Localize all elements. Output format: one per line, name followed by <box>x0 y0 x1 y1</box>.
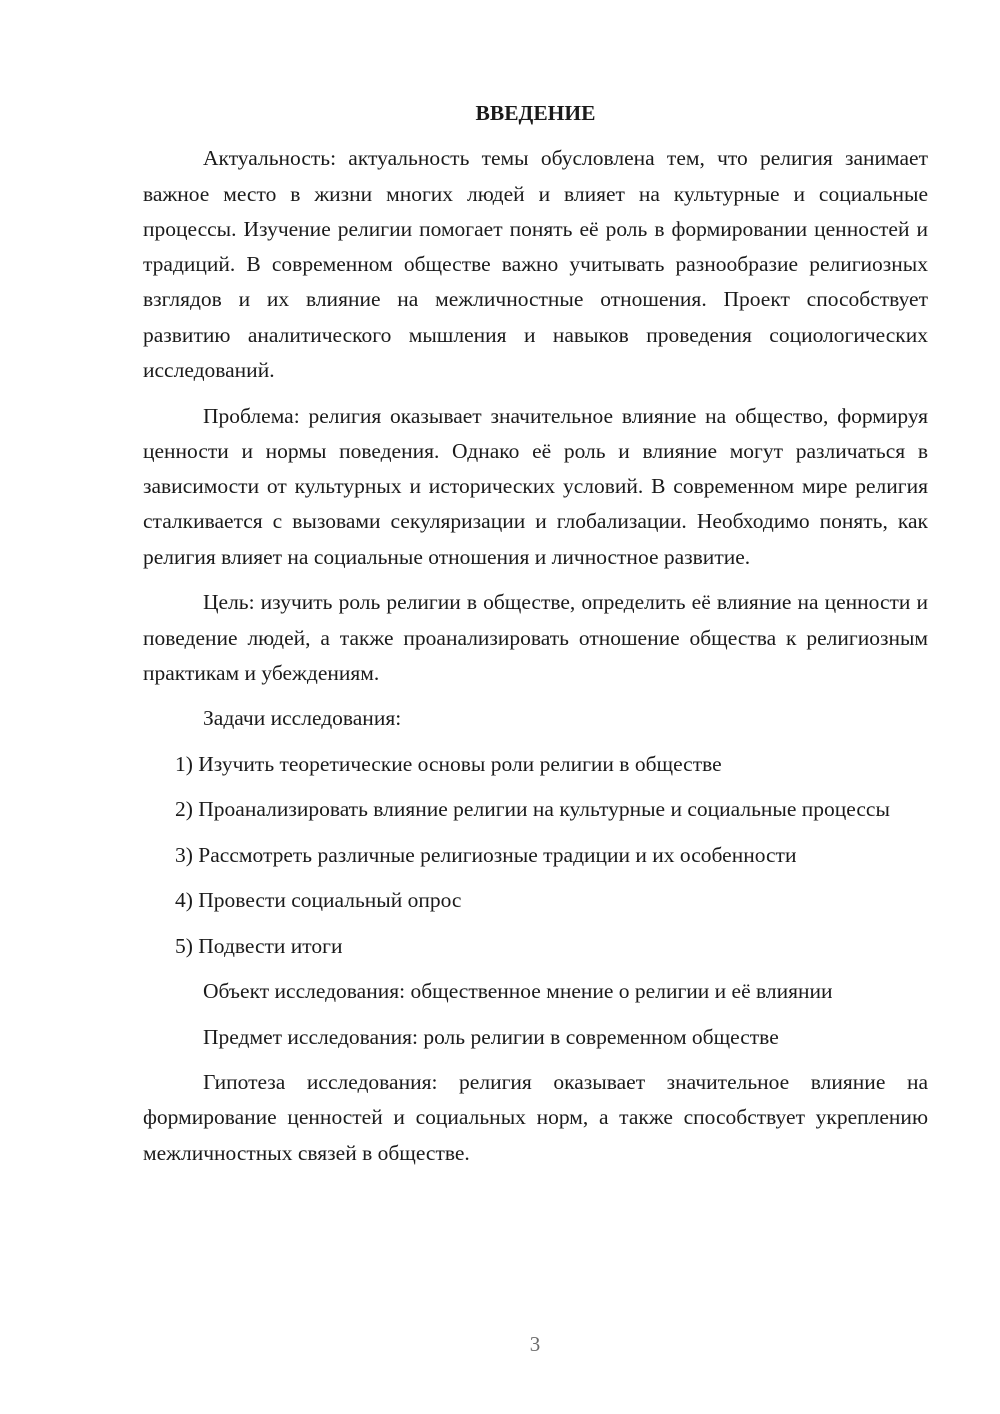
task-item-2: 2) Проанализировать влияние религии на культурные и социальные процессы <box>175 797 890 822</box>
page-content <box>143 96 928 1181</box>
task-item-4: 4) Провести социальный опрос <box>175 888 462 913</box>
object-paragraph: Объект исследования: общественное мнение о религии и её влиянии <box>203 979 833 1004</box>
goal-paragraph: Цель: изучить роль религии в обществе, определить её влияние на ценности и поведение людей, а также проанализировать отношение общества к религиозным практикам и убеждениям. <box>143 590 928 685</box>
hypothesis-paragraph: Гипотеза исследования: религия оказывает значительное влияние на формирование ценностей и социальных норм, а также способствует укреплению межличностных связей в обществе. <box>143 1070 928 1165</box>
relevance-paragraph: Актуальность: актуальность темы обусловлена тем, что религия занимает важное место в жизни многих людей и влияет на культурные и социальные процессы. Изучение религии помогает понять её роль в формировании ценностей и традиций. В современном обществе важно учитывать разнообразие религиозных взглядов и их влияние на межличностные отношения. Проект способствует развитию аналитического мышления и навыков проведения социологических исследований. <box>143 146 928 383</box>
tasks-list <box>143 747 928 964</box>
tasks-heading: Задачи исследования: <box>203 706 402 731</box>
task-item-1: 1) Изучить теоретические основы роли религии в обществе <box>175 751 722 776</box>
page-number: 3 <box>529 1332 541 1356</box>
task-item-3: 3) Рассмотреть различные религиозные традиции и их особенности <box>175 842 797 867</box>
task-item-5: 5) Подвести итоги <box>175 933 343 958</box>
subject-paragraph: Предмет исследования: роль религии в современном обществе <box>203 1024 779 1049</box>
problem-paragraph: Проблема: религия оказывает значительное влияние на общество, формируя ценности и нормы поведения. Однако её роль и влияние могут различаться в зависимости от культурных и исторических условий. В современном мире религия сталкивается с вызовами секуляризации и глобализации. Необходимо понять, как религия влияет на социальные отношения и личностное развитие. <box>143 403 928 569</box>
page-title: ВВЕДЕНИЕ <box>475 101 596 125</box>
